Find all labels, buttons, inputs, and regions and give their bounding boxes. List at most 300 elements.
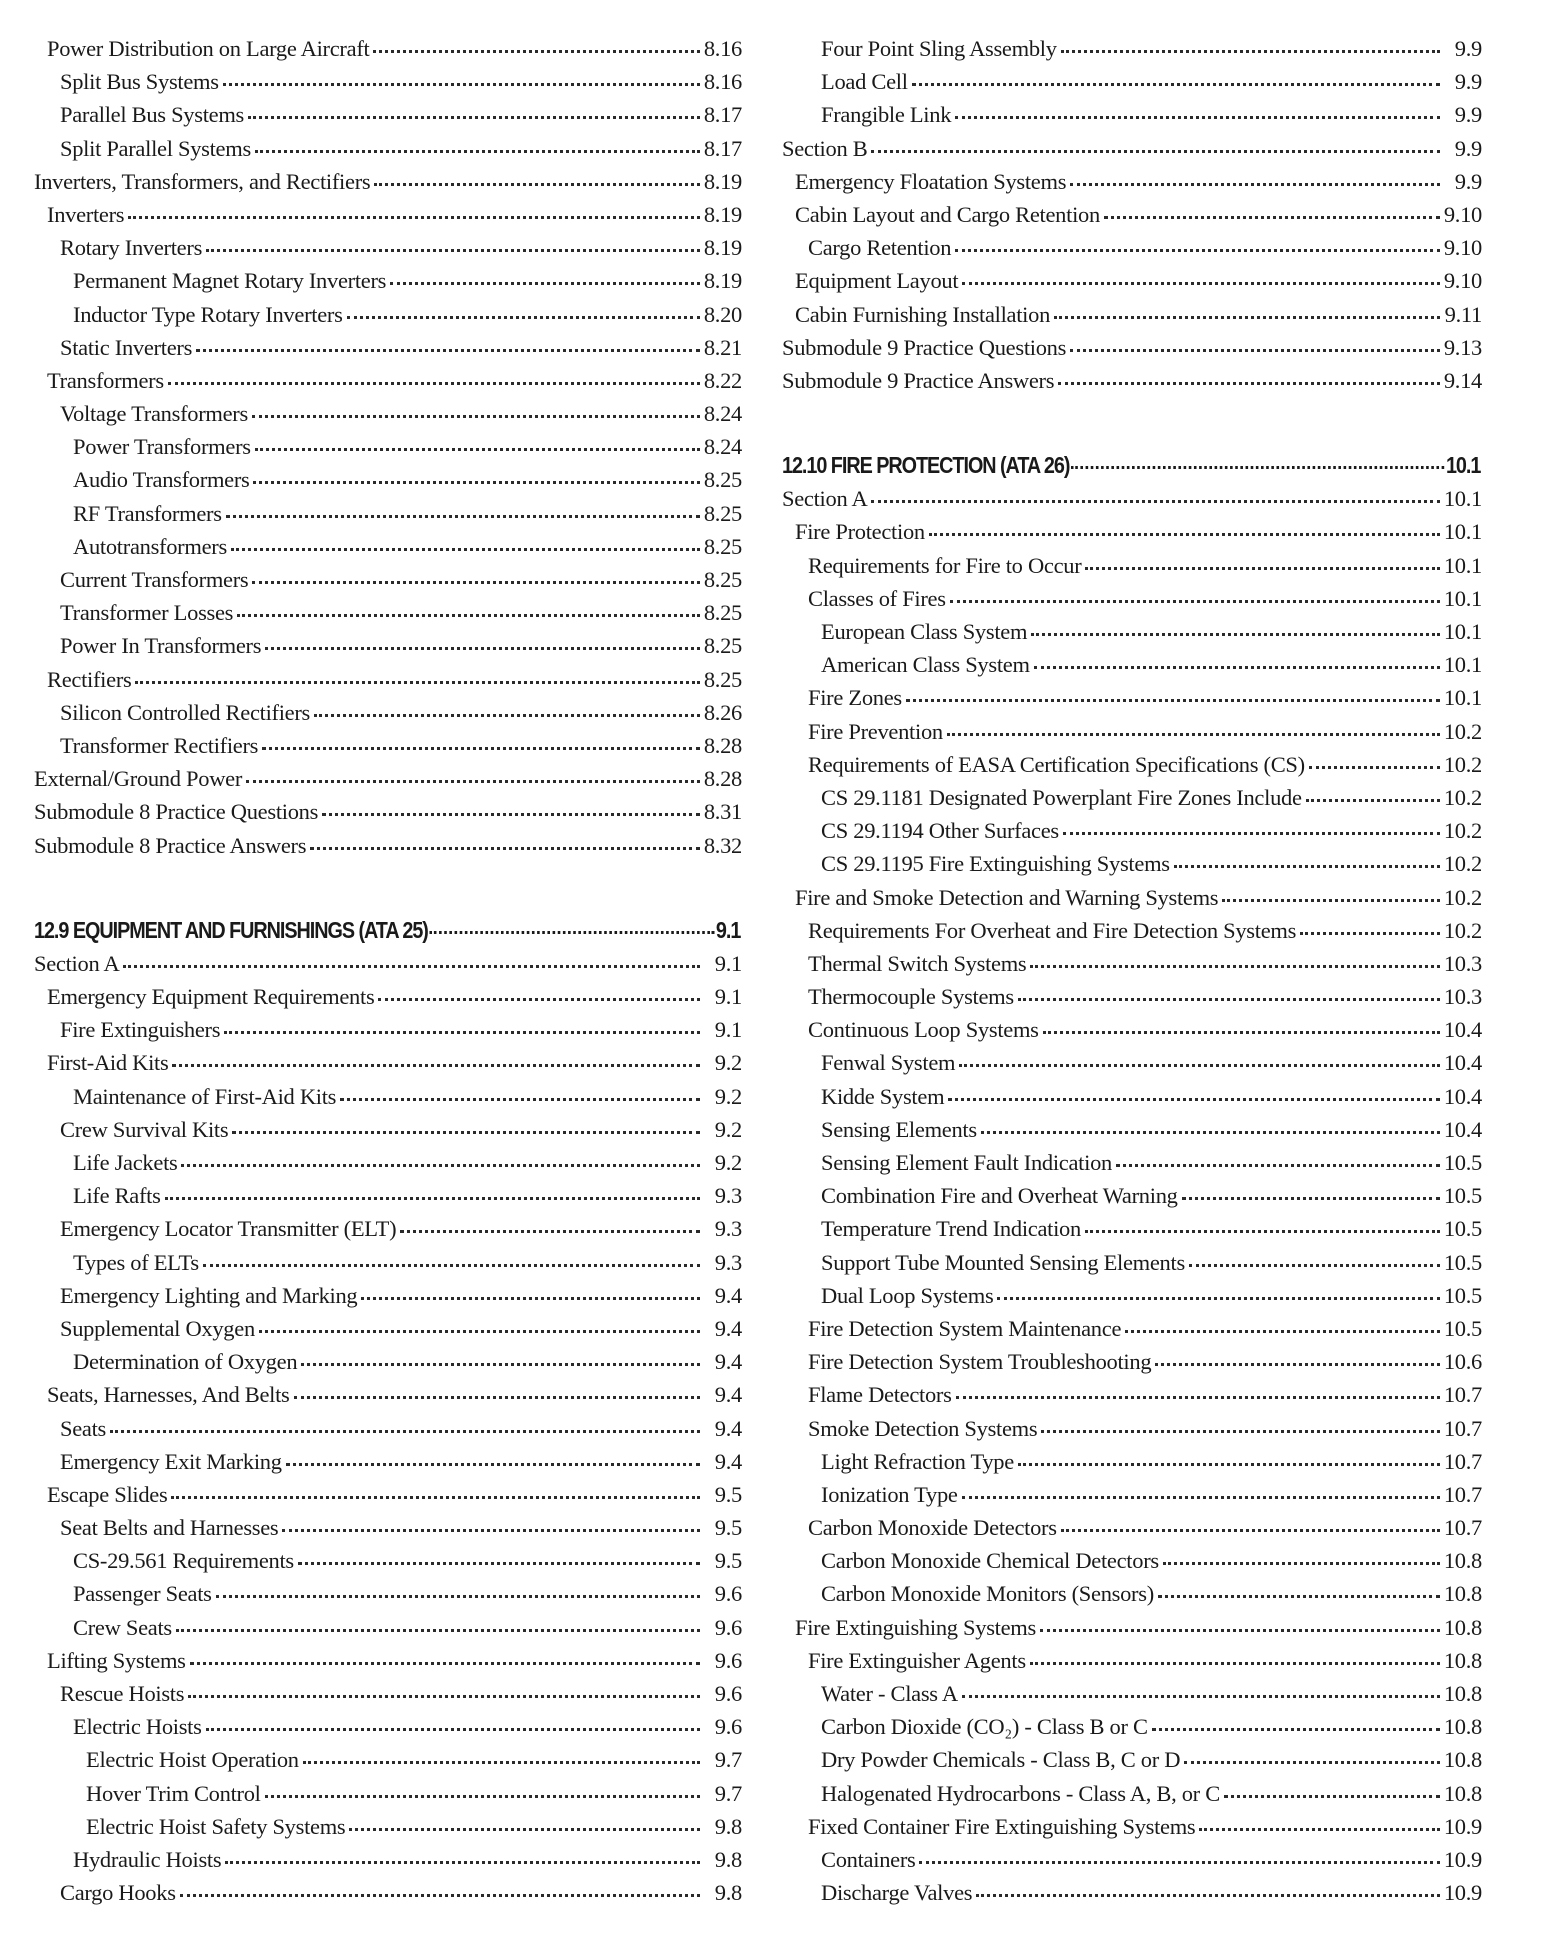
dot-leader <box>378 998 700 1001</box>
toc-entry-page: 8.31 <box>703 799 742 825</box>
toc-list-left-b <box>34 947 742 1909</box>
dot-leader <box>171 1496 700 1499</box>
toc-entry-page: 8.24 <box>703 401 742 427</box>
toc-entry-title: Electric Hoists <box>73 1714 202 1740</box>
toc-entry-page: 9.6 <box>714 1614 742 1640</box>
toc-entry[interactable] <box>782 1412 1482 1445</box>
toc-entry-page: 9.8 <box>714 1846 742 1872</box>
toc-entry-title: Emergency Floatation Systems <box>795 168 1067 194</box>
toc-entry-page: 8.24 <box>703 434 742 460</box>
toc-entry[interactable] <box>782 781 1482 814</box>
dot-leader <box>1158 1595 1440 1598</box>
toc-entry[interactable] <box>34 1445 742 1478</box>
toc-entry[interactable] <box>34 231 742 264</box>
toc-entry[interactable] <box>34 947 742 980</box>
toc-entry[interactable] <box>782 264 1482 297</box>
toc-entry[interactable] <box>782 1146 1482 1179</box>
toc-entry-title: Cargo Hooks <box>60 1880 176 1906</box>
toc-entry[interactable] <box>34 1345 742 1378</box>
dot-leader <box>196 349 700 352</box>
toc-entry[interactable] <box>782 881 1482 914</box>
toc-entry-page: 9.9 <box>1454 168 1482 194</box>
dot-leader <box>374 183 699 186</box>
dot-leader <box>253 481 699 484</box>
toc-entry-page: 8.19 <box>703 268 742 294</box>
toc-entry-title: Support Tube Mounted Sensing Elements <box>821 1249 1185 1275</box>
dot-leader <box>1018 998 1440 1001</box>
toc-entry-page: 10.4 <box>1443 1017 1482 1043</box>
toc-entry-page: 10.7 <box>1443 1515 1482 1541</box>
dot-leader <box>1030 965 1439 968</box>
toc-entry[interactable] <box>34 1046 742 1079</box>
toc-entry-title: Cargo Retention <box>808 235 952 261</box>
toc-entry-title: Fire Prevention <box>808 718 943 744</box>
toc-entry-title: Fire Extinguishers <box>60 1017 221 1043</box>
toc-entry-title: Carbon Monoxide Detectors <box>808 1515 1057 1541</box>
dot-leader <box>255 448 700 451</box>
toc-entry[interactable] <box>34 1113 742 1146</box>
toc-entry[interactable] <box>34 629 742 662</box>
toc-entry[interactable] <box>782 32 1482 65</box>
toc-entry[interactable] <box>782 615 1482 648</box>
toc-entry-title: Seats, Harnesses, And Belts <box>47 1382 290 1408</box>
toc-entry-page: 10.1 <box>1443 685 1482 711</box>
toc-entry[interactable] <box>34 198 742 231</box>
toc-entry-title: Submodule 9 Practice Questions <box>782 334 1067 360</box>
dot-leader <box>955 116 1440 119</box>
toc-entry-page: 10.1 <box>1443 519 1482 545</box>
toc-entry-title: Electric Hoist Operation <box>86 1747 299 1773</box>
toc-entry[interactable] <box>34 1511 742 1544</box>
toc-entry[interactable] <box>782 1876 1482 1909</box>
toc-entry[interactable] <box>34 1577 742 1610</box>
toc-entry-page: 10.8 <box>1443 1714 1482 1740</box>
toc-entry[interactable] <box>34 1279 742 1312</box>
toc-entry[interactable] <box>782 1743 1482 1776</box>
toc-entry-title: Requirements for Fire to Occur <box>808 552 1082 578</box>
toc-entry[interactable] <box>34 1179 742 1212</box>
toc-entry-page: 10.7 <box>1443 1415 1482 1441</box>
toc-entry-page: 9.4 <box>714 1349 742 1375</box>
toc-entry[interactable] <box>782 847 1482 880</box>
section-heading-page: 10.1 <box>1445 452 1481 479</box>
toc-entry-title: Lifting Systems <box>47 1647 186 1673</box>
toc-entry[interactable] <box>34 1644 742 1677</box>
toc-entry-title: Hover Trim Control <box>86 1780 261 1806</box>
dot-leader <box>1182 1197 1440 1200</box>
toc-entry-page: 10.5 <box>1443 1315 1482 1341</box>
dot-leader <box>232 1131 700 1134</box>
toc-entry-title: Power In Transformers <box>60 633 262 659</box>
toc-entry-title: Requirements For Overheat and Fire Detection Systems <box>808 917 1297 943</box>
toc-entry[interactable] <box>34 397 742 430</box>
dot-leader <box>962 1695 1440 1698</box>
toc-entry-page: 8.25 <box>703 567 742 592</box>
toc-entry-title: Continuous Loop Systems <box>808 1017 1039 1043</box>
dot-leader <box>259 1330 700 1333</box>
toc-entry-page: 10.7 <box>1443 1382 1482 1408</box>
toc-entry[interactable] <box>34 1710 742 1743</box>
toc-entry-page: 10.5 <box>1443 1183 1482 1209</box>
toc-entry-title: Life Rafts <box>73 1183 161 1209</box>
dot-leader <box>1309 766 1440 769</box>
dot-leader <box>976 1894 1440 1897</box>
dot-leader <box>226 515 700 518</box>
toc-entry-title: Electric Hoist Safety Systems <box>86 1813 346 1839</box>
dot-leader <box>871 500 1439 503</box>
toc-entry[interactable] <box>782 132 1482 165</box>
toc-entry-page: 9.8 <box>714 1880 742 1906</box>
toc-entry[interactable] <box>782 1046 1482 1079</box>
dot-leader <box>1031 633 1440 636</box>
toc-entry-page: 10.8 <box>1443 1747 1482 1773</box>
toc-entry[interactable] <box>34 1478 742 1511</box>
dot-leader <box>1061 1529 1440 1532</box>
toc-entry[interactable] <box>782 1080 1482 1113</box>
dot-leader <box>252 581 699 584</box>
toc-entry[interactable] <box>782 165 1482 198</box>
toc-entry[interactable] <box>34 829 742 862</box>
toc-entry-page: 8.25 <box>703 600 742 626</box>
toc-entry-title: Discharge Valves <box>821 1880 973 1906</box>
section-heading-title: 12.9 EQUIPMENT AND FURNISHINGS (ATA 25) <box>34 916 428 943</box>
dot-leader <box>871 150 1440 153</box>
toc-entry-page: 10.9 <box>1443 1880 1482 1906</box>
toc-entry-title: Autotransformers <box>73 533 227 559</box>
dot-leader <box>919 1861 1439 1864</box>
toc-entry[interactable] <box>782 1710 1482 1743</box>
toc-entry-page: 9.3 <box>714 1249 742 1275</box>
toc-entry-title: Smoke Detection Systems <box>808 1415 1038 1441</box>
dot-leader <box>1125 1330 1440 1333</box>
toc-entry-page: 9.9 <box>1454 102 1482 128</box>
toc-entry[interactable] <box>782 1777 1482 1810</box>
toc-entry-title: Fenwal System <box>821 1050 956 1076</box>
toc-entry-page: 10.2 <box>1443 851 1482 877</box>
dot-leader <box>959 1064 1440 1067</box>
toc-entry-title: Frangible Link <box>821 102 952 128</box>
toc-entry-title: Crew Seats <box>73 1614 172 1640</box>
dot-leader <box>237 614 700 617</box>
toc-entry-page: 9.2 <box>714 1116 742 1142</box>
toc-entry[interactable] <box>782 364 1482 397</box>
toc-entry[interactable] <box>34 165 742 198</box>
toc-entry[interactable] <box>34 563 742 596</box>
dot-leader <box>347 316 700 319</box>
toc-entry-title: Crew Survival Kits <box>60 1116 229 1142</box>
toc-entry-page: 10.2 <box>1443 718 1482 744</box>
toc-entry[interactable] <box>34 98 742 131</box>
toc-entry[interactable] <box>782 198 1482 231</box>
toc-entry[interactable] <box>782 1810 1482 1843</box>
toc-entry[interactable] <box>34 1677 742 1710</box>
toc-entry-page: 10.6 <box>1443 1349 1482 1375</box>
toc-entry-page: 9.3 <box>714 1183 742 1209</box>
toc-entry-title: CS 29.1194 Other Surfaces <box>821 818 1059 844</box>
toc-entry-page: 9.4 <box>714 1382 742 1408</box>
toc-entry[interactable] <box>782 1611 1482 1644</box>
dot-leader <box>223 83 700 86</box>
toc-entry[interactable] <box>782 1312 1482 1345</box>
toc-entry[interactable] <box>34 1013 742 1046</box>
toc-entry-page: 8.19 <box>703 235 742 261</box>
dot-leader <box>190 1662 700 1665</box>
toc-entry-page: 10.2 <box>1443 818 1482 844</box>
toc-entry-page: 8.25 <box>703 533 742 559</box>
toc-entry-title: Dry Powder Chemicals - Class B, C or D <box>821 1747 1181 1773</box>
dot-leader <box>286 1463 700 1466</box>
toc-entry-title: Water - Class A <box>821 1681 958 1706</box>
toc-entry[interactable] <box>34 1312 742 1345</box>
toc-list-right-b <box>782 482 1482 1909</box>
toc-entry[interactable] <box>782 1843 1482 1876</box>
toc-column-right <box>782 32 1482 1909</box>
toc-entry-title: Flame Detectors <box>808 1382 952 1408</box>
toc-entry[interactable] <box>34 1843 742 1876</box>
toc-entry-title: Fixed Container Fire Extinguishing Systems <box>808 1813 1196 1839</box>
toc-entry-page: 9.2 <box>714 1050 742 1076</box>
toc-entry[interactable] <box>782 549 1482 582</box>
toc-entry[interactable] <box>782 1279 1482 1312</box>
toc-entry[interactable] <box>782 748 1482 781</box>
dot-leader <box>981 1131 1440 1134</box>
toc-entry-page: 9.6 <box>714 1681 742 1706</box>
toc-entry[interactable] <box>782 1677 1482 1710</box>
toc-entry-title: Combination Fire and Overheat Warning <box>821 1183 1178 1209</box>
toc-entry[interactable] <box>34 1412 742 1445</box>
toc-entry[interactable] <box>34 1080 742 1113</box>
toc-entry-title: Cabin Furnishing Installation <box>795 301 1051 327</box>
toc-entry[interactable] <box>782 1511 1482 1544</box>
section-heading-ata26[interactable] <box>782 449 1480 482</box>
dot-leader <box>224 1031 700 1034</box>
toc-entry-title: Silicon Controlled Rectifiers <box>60 699 311 725</box>
toc-entry[interactable] <box>34 1611 742 1644</box>
toc-entry[interactable] <box>34 132 742 165</box>
toc-entry-page: 10.8 <box>1443 1581 1482 1607</box>
toc-entry-title: Passenger Seats <box>73 1581 212 1607</box>
toc-entry[interactable] <box>34 663 742 696</box>
toc-entry-title: Sensing Elements <box>821 1116 977 1142</box>
toc-entry[interactable] <box>782 814 1482 847</box>
toc-entry[interactable] <box>34 729 742 762</box>
toc-entry-page: 8.16 <box>703 36 742 61</box>
dot-leader <box>390 282 700 285</box>
toc-entry[interactable] <box>34 430 742 463</box>
toc-entry[interactable] <box>34 1743 742 1776</box>
toc-entry[interactable] <box>782 980 1482 1013</box>
toc-entry-title: Sensing Element Fault Indication <box>821 1150 1112 1175</box>
toc-entry-page: 10.5 <box>1443 1249 1482 1275</box>
toc-entry-title: Submodule 9 Practice Answers <box>782 367 1055 393</box>
toc-entry[interactable] <box>34 497 742 530</box>
toc-entry-title: Dual Loop Systems <box>821 1282 994 1308</box>
toc-entry-page: 10.1 <box>1443 652 1482 678</box>
dot-leader <box>349 1828 700 1831</box>
section-heading-page: 9.1 <box>715 916 741 943</box>
dot-leader <box>948 1098 1440 1101</box>
toc-entry-page: 10.9 <box>1443 1846 1482 1872</box>
toc-entry[interactable] <box>34 980 742 1013</box>
toc-entry[interactable] <box>34 1810 742 1843</box>
toc-entry-title: CS-29.561 Requirements <box>73 1548 294 1574</box>
dot-leader <box>262 747 700 750</box>
toc-entry[interactable] <box>34 463 742 496</box>
toc-entry[interactable] <box>34 298 742 331</box>
toc-entry-page: 10.2 <box>1443 917 1482 943</box>
toc-entry-title: Thermal Switch Systems <box>808 950 1027 976</box>
toc-entry-title: Power Transformers <box>73 434 251 460</box>
toc-entry-title: Rescue Hoists <box>60 1681 185 1706</box>
toc-entry[interactable] <box>34 596 742 629</box>
toc-entry-title: Ionization Type <box>821 1481 958 1507</box>
toc-entry[interactable] <box>782 331 1482 364</box>
dot-leader <box>310 847 700 850</box>
toc-entry-title: Carbon Monoxide Monitors (Sensors) <box>821 1581 1154 1607</box>
toc-entry-page: 8.28 <box>703 732 742 758</box>
dot-leader <box>1034 666 1440 669</box>
toc-entry[interactable] <box>34 1544 742 1577</box>
toc-entry[interactable] <box>782 1113 1482 1146</box>
toc-entry-title: Transformer Losses <box>60 600 234 626</box>
toc-entry-page: 10.1 <box>1443 619 1482 644</box>
toc-entry-title: Fire Zones <box>808 685 902 711</box>
dot-leader <box>956 1396 1440 1399</box>
toc-entry-page: 9.1 <box>714 950 742 976</box>
toc-entry-title: Fire Extinguishing Systems <box>795 1614 1036 1640</box>
toc-entry-title: Thermocouple Systems <box>808 984 1014 1010</box>
toc-entry[interactable] <box>782 1577 1482 1610</box>
toc-entry-title: Four Point Sling Assembly <box>821 36 1057 61</box>
toc-entry-title: Classes of Fires <box>808 585 946 611</box>
dot-leader <box>1104 216 1440 219</box>
toc-entry-title: CS 29.1195 Fire Extinguishing Systems <box>821 851 1170 877</box>
toc-entry-title: Temperature Trend Indication <box>821 1216 1081 1242</box>
toc-entry-page: 9.1 <box>714 984 742 1010</box>
toc-entry[interactable] <box>34 1876 742 1909</box>
section-heading-ata25[interactable] <box>34 914 740 947</box>
toc-entry-title: Audio Transformers <box>73 467 250 493</box>
toc-entry[interactable] <box>782 515 1482 548</box>
toc-entry[interactable] <box>782 65 1482 98</box>
toc-entry[interactable] <box>34 264 742 297</box>
section-heading-title: 12.10 FIRE PROTECTION (ATA 26) <box>782 452 1070 479</box>
toc-entry[interactable] <box>782 1179 1482 1212</box>
toc-entry[interactable] <box>34 1777 742 1810</box>
toc-entry[interactable] <box>34 364 742 397</box>
toc-entry[interactable] <box>782 947 1482 980</box>
toc-entry[interactable] <box>782 582 1482 615</box>
dot-leader <box>361 1297 700 1300</box>
toc-entry[interactable] <box>782 1445 1482 1478</box>
toc-entry-title: Seats <box>60 1415 106 1441</box>
dot-leader <box>255 150 700 153</box>
toc-entry-page: 10.1 <box>1443 585 1482 611</box>
dot-leader <box>188 1695 700 1698</box>
toc-entry-title: Inverters <box>47 201 125 227</box>
dot-leader <box>206 249 700 252</box>
toc-entry[interactable] <box>34 1212 742 1245</box>
toc-column-left <box>34 32 742 1909</box>
toc-entry[interactable] <box>782 1345 1482 1378</box>
toc-entry-page: 9.10 <box>1443 268 1482 294</box>
toc-entry[interactable] <box>782 715 1482 748</box>
dot-leader <box>135 681 699 684</box>
dot-leader <box>225 1861 700 1864</box>
dot-leader <box>1163 1562 1440 1565</box>
toc-entry-page: 10.4 <box>1443 1083 1482 1109</box>
toc-entry[interactable] <box>782 681 1482 714</box>
toc-entry-title: Carbon Dioxide (CO₂) - Class B or C <box>821 1714 1148 1740</box>
toc-entry[interactable] <box>34 1246 742 1279</box>
toc-entry-page: 9.4 <box>714 1415 742 1441</box>
toc-entry-page: 10.2 <box>1443 784 1482 810</box>
dot-leader <box>1054 316 1440 319</box>
dot-leader <box>314 714 700 717</box>
toc-list-left-a <box>34 32 742 862</box>
toc-entry[interactable] <box>782 1212 1482 1245</box>
dot-leader <box>1199 1828 1439 1831</box>
toc-entry-page: 8.17 <box>703 135 742 161</box>
toc-entry-page: 8.22 <box>703 367 742 393</box>
toc-entry-title: Emergency Lighting and Marking <box>60 1282 358 1308</box>
toc-entry[interactable] <box>782 648 1482 681</box>
toc-entry-page: 9.8 <box>714 1813 742 1839</box>
toc-entry-title: Submodule 8 Practice Answers <box>34 832 307 858</box>
toc-entry[interactable] <box>782 98 1482 131</box>
toc-entry[interactable] <box>34 32 742 65</box>
toc-entry-page: 9.4 <box>714 1282 742 1308</box>
toc-entry[interactable] <box>34 1378 742 1411</box>
toc-entry[interactable] <box>782 1544 1482 1577</box>
dot-leader <box>1174 865 1440 868</box>
toc-entry[interactable] <box>34 795 742 828</box>
dot-leader <box>1306 799 1440 802</box>
dot-leader <box>165 1197 700 1200</box>
toc-entry-page: 10.1 <box>1443 552 1482 578</box>
toc-entry[interactable] <box>34 65 742 98</box>
toc-entry[interactable] <box>782 231 1482 264</box>
toc-entry[interactable] <box>782 298 1482 331</box>
toc-entry[interactable] <box>34 530 742 563</box>
toc-entry-title: Hydraulic Hoists <box>73 1846 222 1872</box>
toc-entry[interactable] <box>34 762 742 795</box>
dot-leader <box>906 699 1440 702</box>
toc-entry-page: 9.6 <box>714 1647 742 1673</box>
toc-entry[interactable] <box>782 482 1482 515</box>
toc-entry[interactable] <box>34 696 742 729</box>
toc-entry[interactable] <box>782 1644 1482 1677</box>
dot-leader <box>265 1795 700 1798</box>
dot-leader <box>1085 1230 1440 1233</box>
toc-entry-page: 9.2 <box>714 1150 742 1175</box>
toc-entry[interactable] <box>782 1478 1482 1511</box>
toc-entry-page: 10.7 <box>1443 1481 1482 1507</box>
dot-leader <box>1058 382 1440 385</box>
toc-entry[interactable] <box>782 1378 1482 1411</box>
toc-entry[interactable] <box>34 1146 742 1179</box>
dot-leader <box>1116 1164 1440 1167</box>
toc-entry[interactable] <box>34 331 742 364</box>
toc-entry[interactable] <box>782 1246 1482 1279</box>
dot-leader <box>181 1164 700 1167</box>
toc-entry[interactable] <box>782 914 1482 947</box>
toc-entry-title: Parallel Bus Systems <box>60 102 244 128</box>
toc-entry-page: 9.5 <box>714 1548 742 1574</box>
toc-entry-title: Types of ELTs <box>73 1249 199 1275</box>
toc-entry-title: Section A <box>34 950 120 976</box>
toc-entry[interactable] <box>782 1013 1482 1046</box>
